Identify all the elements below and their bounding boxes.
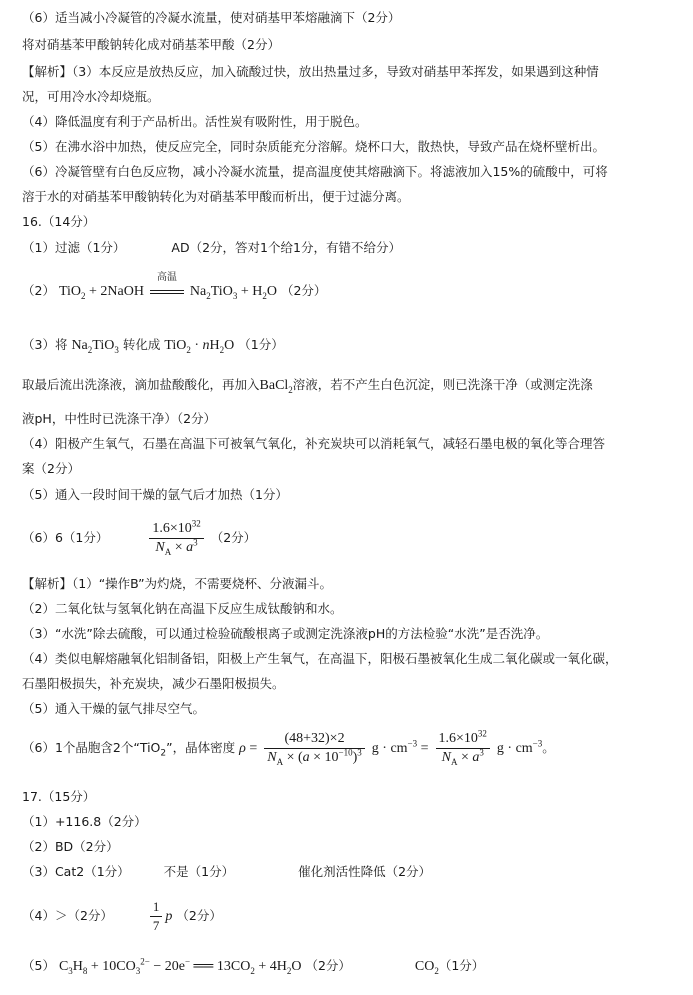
answer-line: （5）通入一段时间干燥的氩气后才加热（1分） — [22, 487, 288, 502]
equation-line: （2） TiO$_2$ + 2NaOH 高温 $Na_2TiO_3 + H_2O$ （2分） — [22, 272, 327, 301]
analysis-line: （3）“水洗”除去硫酸，可以通过检验硫酸根离子或测定洗涤液pH的方法检验“水洗”是否洗净。 — [22, 626, 549, 641]
answer-line: 取最后流出洗涤液，滴加盐酸酸化，再加入BaCl$_2$溶液，若不产生白色沉淀，则已洗涤干净（或测定洗涤 — [22, 377, 593, 395]
analysis-line: 【解析】（3）本反应是放热反应，加入硫酸过快，放出热量过多，导致对硝基甲苯挥发，如果遇到这种情 — [22, 64, 599, 79]
reaction-condition: 高温 — [148, 283, 186, 299]
answer-line: 液pH，中性时已洗涤干净）（2分） — [22, 411, 217, 426]
answer-line: （1）+116.8（2分） — [22, 814, 147, 829]
analysis-line: （6）1个晶胞含2个“TiO$_2$”，晶体密度 ρ = $\frac{(48+32)\times 2}{N_A \times (a \times 10^{-10})^3}$ $g \cdot cm^{-3}$ = $\frac{1.6\times 10^{32}}{N_A \times a^3}$ $g \cdot cm^{-3}$。 — [22, 728, 555, 767]
answer-line: （6）适当减小冷凝管的冷凝水流量，使对硝基甲苯熔融滴下（2分） — [22, 10, 401, 25]
analysis-line: 石墨阳极损失，补充炭块，减少石墨阳极损失。 — [22, 676, 285, 691]
answer-line: （3）Cat2（1分） 不是（1分） 催化剂活性降低（2分） — [22, 864, 432, 879]
answer-line: （3）将 $Na_2TiO_3$ 转化成 $TiO_2 \cdot nH_2O$ （1分） — [22, 337, 284, 355]
analysis-line: （2）二氧化钛与氢氧化钠在高温下反应生成钛酸钠和水。 — [22, 601, 343, 616]
density-fraction: $\frac{1.6\times 10^{32}}{N_A \times a^3}$ — [436, 731, 490, 766]
answer-line: 将对硝基苯甲酸钠转化成对硝基苯甲酸（2分） — [22, 37, 280, 52]
answer-line: （2）BD（2分） — [22, 839, 119, 854]
analysis-line: 溶于水的对硝基苯甲酸钠转化为对硝基苯甲酸而析出，便于过滤分离。 — [22, 189, 410, 204]
answer-line: （6）6（1分） $\frac{1.6\times 10^{32}}{N_A \times a^3}$ （2分） — [22, 518, 257, 557]
answer-line: 案（2分） — [22, 461, 80, 476]
answer-line: （4）阳极产生氧气，石墨在高温下可被氧气氧化，补充炭块可以消耗氧气，减轻石墨电极的氧化等合理答 — [22, 436, 605, 451]
analysis-line: （4）降低温度有利于产品析出。活性炭有吸附性，用于脱色。 — [22, 114, 368, 129]
analysis-line: 【解析】（1）“操作B”为灼烧，不需要烧杯、分液漏斗。 — [22, 576, 333, 591]
analysis-line: （5）通入干燥的氩气排尽空气。 — [22, 701, 205, 716]
analysis-line: （5）在沸水浴中加热，使反应完全，同时杂质能充分溶解。烧杯口大，散热快，导致产品在烧杯壁析出。 — [22, 139, 605, 154]
density-fraction: $\frac{(48+32)\times 2}{N_A \times (a \times 10^{-10})^3}$ — [264, 731, 365, 766]
question-16-heading: 16.（14分） — [22, 214, 96, 229]
fraction: $\frac{1}{7}$ — [150, 899, 163, 934]
analysis-line: （4）类似电解熔融氧化铝制备铝，阳极上产生氧气，在高温下，阳极石墨被氧化生成二氧化碳或一氧化碳， — [22, 651, 618, 666]
density-fraction: $\frac{1.6\times 10^{32}}{N_A \times a^3}$ — [149, 521, 203, 556]
equation-line: （5） $C_3H_8 + 10CO_3^{2-} - 20e^-$ ══ $13CO_2 + 4H_2O$ （2分） $CO_2(1$分） — [22, 956, 485, 976]
answer-line: （1）过滤（1分） AD（2分，答对1个给1分，有错不给分） — [22, 240, 401, 255]
analysis-line: 况，可用冷水冷却烧瓶。 — [22, 89, 160, 104]
analysis-line: （6）冷凝管壁有白色反应物，减小冷凝水流量，提高温度使其熔融滴下。将滤液加入15%的硫酸中，可将 — [22, 164, 608, 179]
question-17-heading: 17.（15分） — [22, 789, 96, 804]
answer-line: （4）＞（2分） $\frac{1}{7}$ p （2分） — [22, 899, 222, 933]
